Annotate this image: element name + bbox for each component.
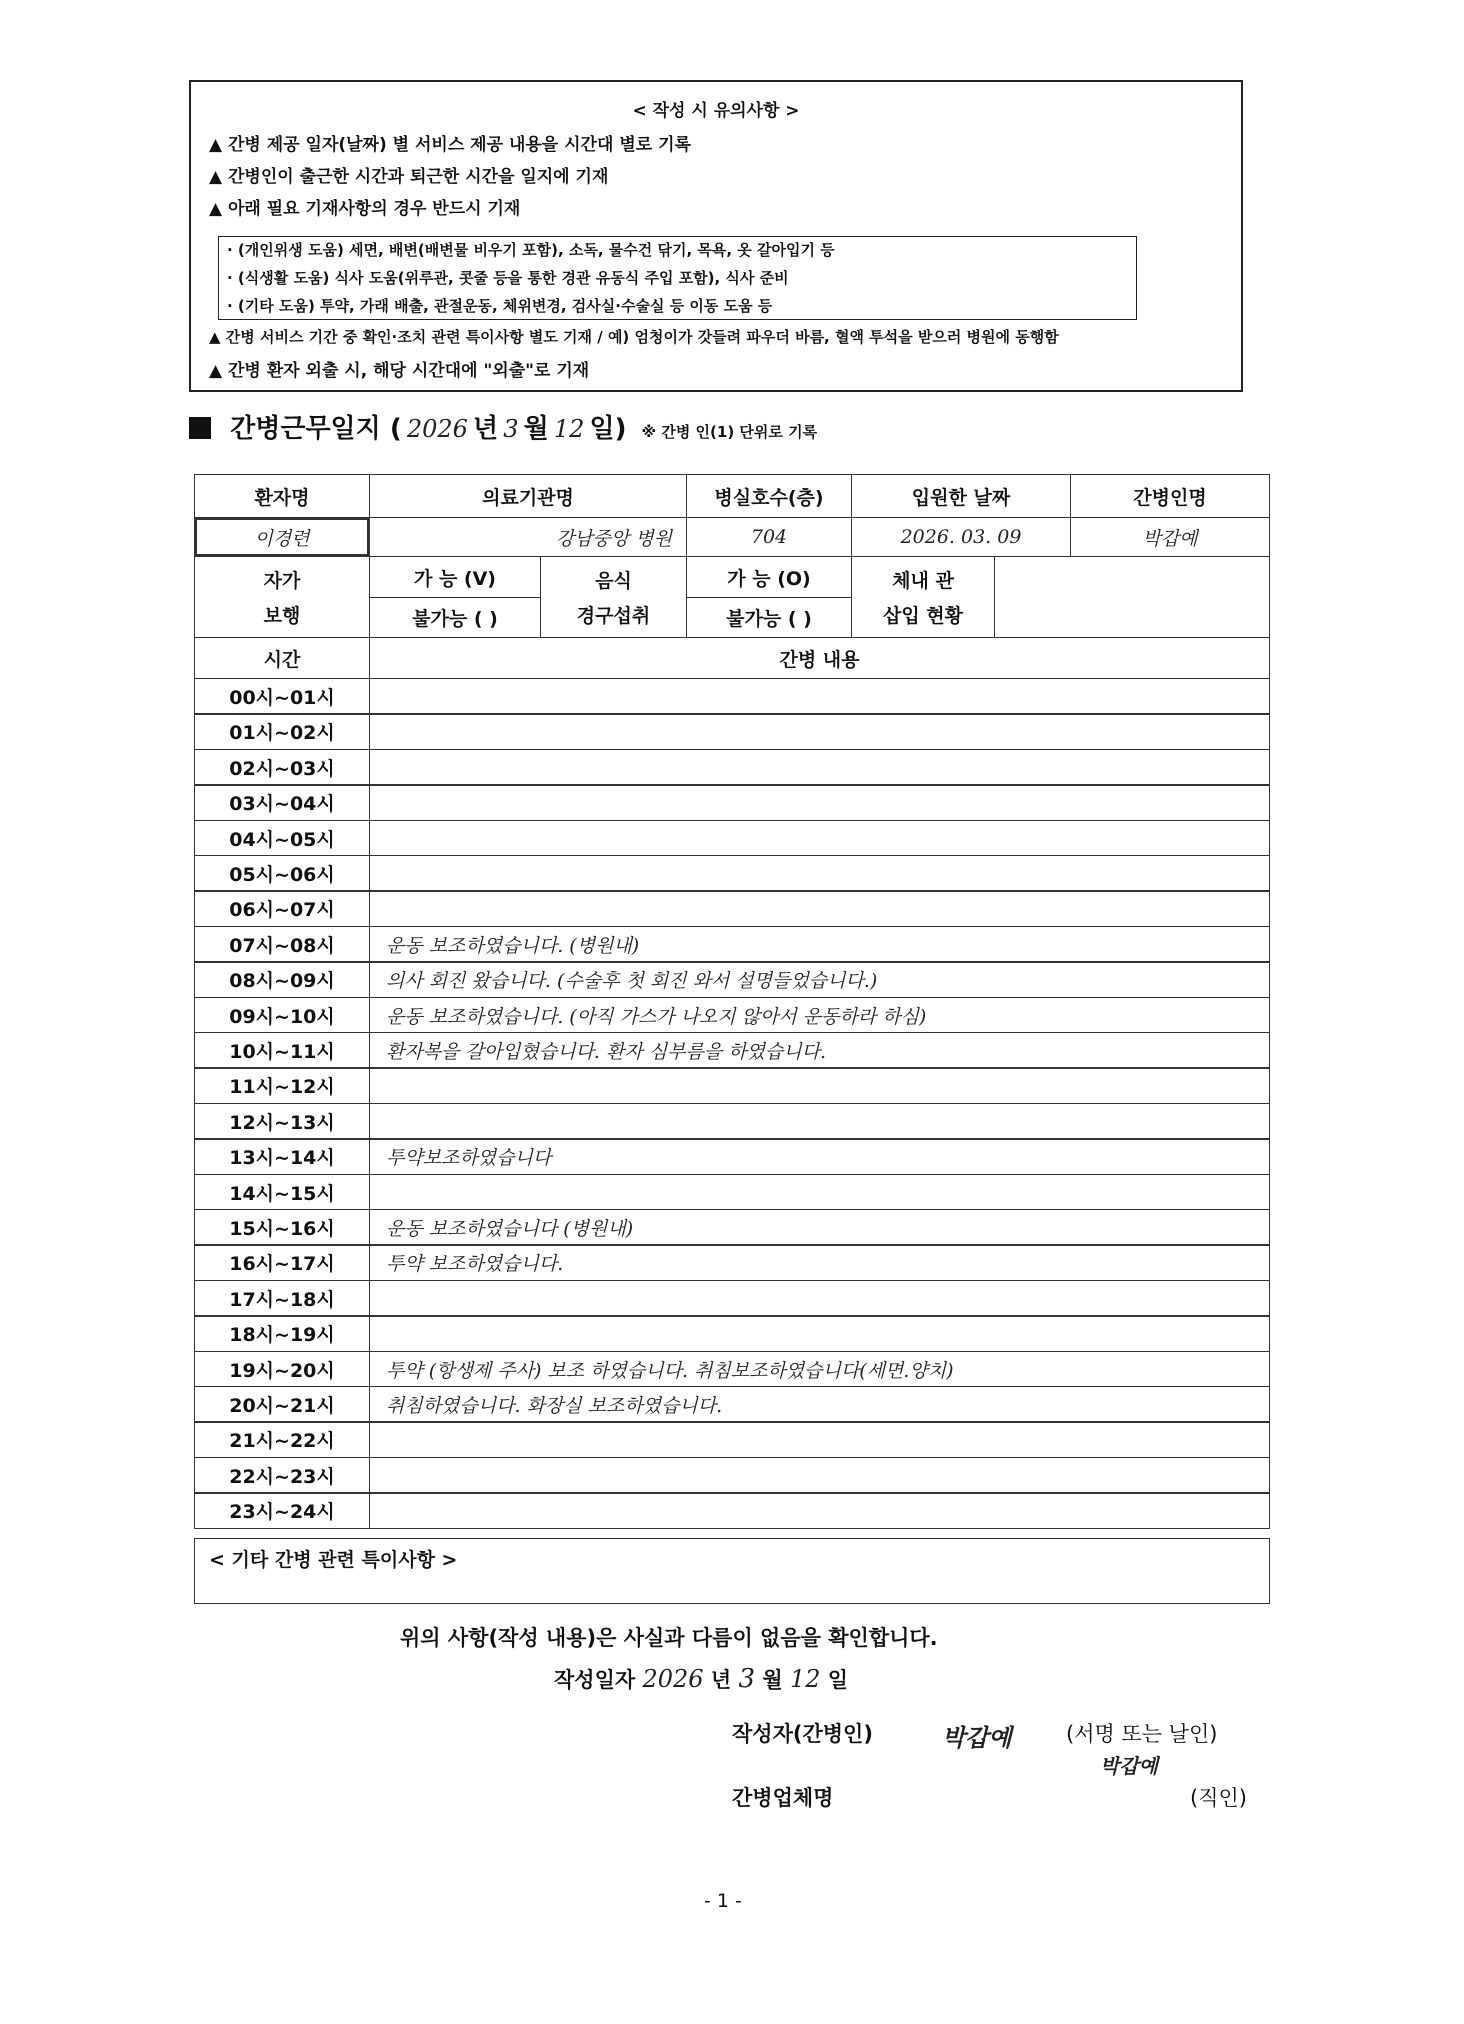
row-time: 01시~02시 — [194, 713, 370, 750]
row-time: 07시~08시 — [194, 926, 370, 963]
title-day-unit: 일) — [589, 414, 627, 444]
row-content: 운동 보조하였습니다 (병원내) — [369, 1209, 1270, 1246]
row-content: 투약 보조하였습니다. — [369, 1244, 1270, 1281]
notice-box — [189, 80, 1243, 392]
walking-label-1: 자가 — [263, 570, 301, 592]
row-time: 08시~09시 — [194, 961, 370, 998]
company-label: 간병업체명 — [732, 1786, 834, 1810]
remarks-box — [194, 1538, 1270, 1604]
row-time: 23시~24시 — [194, 1492, 370, 1529]
row-time: 16시~17시 — [194, 1244, 370, 1281]
writer-signature: 박갑예 — [942, 1723, 1012, 1752]
header-time: 시간 — [194, 637, 370, 679]
header-admission-date: 입원한 날짜 — [851, 474, 1071, 518]
food-possible: 가 능 (O) — [686, 556, 852, 598]
row-content: 운동 보조하였습니다. (아직 가스가 나오지 않아서 운동하라 하심) — [369, 997, 1270, 1034]
tube-value — [994, 556, 1270, 638]
page-number: - 1 - — [704, 1890, 742, 1912]
writer-label: 작성자(간병인) — [732, 1722, 873, 1746]
row-content: 의사 회진 왔습니다. (수술후 첫 회진 와서 설명들었습니다.) — [369, 961, 1270, 998]
row-time: 11시~12시 — [194, 1067, 370, 1104]
food-label-1: 음식 — [595, 570, 632, 592]
row-content — [369, 1103, 1270, 1140]
write-date-year: 2026 — [642, 1665, 704, 1693]
header-patient-name: 환자명 — [194, 474, 370, 518]
row-time: 09시~10시 — [194, 997, 370, 1034]
row-content — [369, 784, 1270, 821]
notice-line-2: ▲ 간병인이 출근한 시간과 퇴근한 시간을 일지에 기재 — [209, 167, 609, 187]
notice-inner-line-3: · (기타 도움) 투약, 가래 배출, 관절운동, 체위변경, 검사실·수술실 등 이동 도움 등 — [227, 297, 773, 315]
row-time: 00시~01시 — [194, 678, 370, 715]
header-content: 간병 내용 — [369, 637, 1270, 679]
row-content — [369, 1315, 1270, 1352]
title-note: ※ 간병 인(1) 단위로 기록 — [641, 423, 818, 441]
row-content — [369, 1067, 1270, 1104]
writer-seal-signature: 박갑예 — [1100, 1754, 1158, 1778]
food-label-2: 경구섭취 — [576, 605, 651, 627]
writer-sign-note: (서명 또는 날인) — [1066, 1722, 1218, 1746]
notice-inner-line-1: · (개인위생 도움) 세면, 배변(배변물 비우기 포함), 소독, 물수건 닦기, 목욕, 옷 갈아입기 등 — [227, 241, 835, 259]
title-text: 간병근무일지 ( — [230, 414, 402, 444]
tube-label-2: 삽입 현황 — [882, 605, 964, 627]
title-year-unit: 년 — [473, 414, 499, 444]
walking-possible: 가 능 (V) — [369, 556, 541, 598]
write-date-month: 3 — [738, 1664, 756, 1694]
row-time: 14시~15시 — [194, 1174, 370, 1211]
row-content — [369, 1457, 1270, 1494]
row-content — [369, 713, 1270, 750]
row-content: 운동 보조하였습니다. (병원내) — [369, 926, 1270, 963]
write-date — [554, 1664, 848, 1694]
room-value: 704 — [686, 517, 852, 557]
remarks-label: < 기타 간병 관련 특이사항 > — [209, 1549, 458, 1571]
caregiver-value: 박갑예 — [1070, 517, 1270, 557]
row-time: 02시~03시 — [194, 749, 370, 786]
notice-inner-box — [218, 236, 1137, 320]
confirm-statement: 위의 사항(작성 내용)은 사실과 다름이 없음을 확인합니다. — [400, 1626, 938, 1650]
row-content — [369, 820, 1270, 857]
notice-line-3: ▲ 아래 필요 기재사항의 경우 반드시 기재 — [209, 199, 521, 219]
title-month: 3 — [503, 415, 519, 443]
row-time: 21시~22시 — [194, 1421, 370, 1458]
write-date-day-unit: 일 — [827, 1668, 849, 1692]
walking-label-2: 보행 — [263, 605, 301, 627]
row-content: 취침하였습니다. 화장실 보조하였습니다. — [369, 1386, 1270, 1423]
row-content — [369, 678, 1270, 715]
row-content: 투약 (항생제 주사) 보조 하였습니다. 취침보조하였습니다(세면.양치) — [369, 1351, 1270, 1388]
row-time: 18시~19시 — [194, 1315, 370, 1352]
walking-impossible: 불가능 ( ) — [369, 597, 541, 638]
row-time: 05시~06시 — [194, 855, 370, 892]
food-impossible: 불가능 ( ) — [686, 597, 852, 638]
header-hospital: 의료기관명 — [369, 474, 687, 518]
company-seal-note: (직인) — [1190, 1786, 1247, 1810]
notice-line-4: ▲ 간병 서비스 기간 중 확인·조치 관련 특이사항 별도 기재 / 예) 엄청이가 갓들려 파우더 바름, 혈액 투석을 받으러 병원에 동행함 — [209, 328, 1059, 346]
tube-label — [851, 556, 995, 638]
row-content: 투약보조하였습니다 — [369, 1138, 1270, 1175]
row-time: 20시~21시 — [194, 1386, 370, 1423]
row-content — [369, 890, 1270, 927]
page-title — [189, 408, 817, 445]
tube-label-1: 체내 관 — [892, 570, 954, 592]
patient-name-value: 이경련 — [194, 517, 370, 557]
row-time: 15시~16시 — [194, 1209, 370, 1246]
write-date-label: 작성일자 — [554, 1668, 636, 1692]
title-year: 2026 — [406, 415, 468, 443]
square-bullet-icon — [189, 417, 211, 439]
row-time: 06시~07시 — [194, 890, 370, 927]
hospital-value: 강남중앙 병원 — [369, 517, 687, 557]
header-room: 병실호수(층) — [686, 474, 852, 518]
row-content — [369, 1174, 1270, 1211]
notice-line-1: ▲ 간병 제공 일자(날짜) 별 서비스 제공 내용을 시간대 별로 기록 — [209, 135, 691, 155]
row-content — [369, 855, 1270, 892]
notice-title: < 작성 시 유의사항 > — [632, 101, 800, 121]
row-time: 13시~14시 — [194, 1138, 370, 1175]
walking-label — [194, 556, 370, 638]
row-time: 10시~11시 — [194, 1032, 370, 1069]
write-date-year-unit: 년 — [710, 1668, 732, 1692]
notice-inner-line-2: · (식생활 도움) 식사 도움(위루관, 콧줄 등을 통한 경관 유동식 주입 포함), 식사 준비 — [227, 269, 789, 287]
row-time: 12시~13시 — [194, 1103, 370, 1140]
row-content: 환자복을 갈아입혔습니다. 환자 심부름을 하였습니다. — [369, 1032, 1270, 1069]
row-content — [369, 1280, 1270, 1317]
row-time: 04시~05시 — [194, 820, 370, 857]
row-time: 03시~04시 — [194, 784, 370, 821]
write-date-month-unit: 월 — [762, 1668, 783, 1692]
row-content — [369, 1492, 1270, 1529]
header-caregiver: 간병인명 — [1070, 474, 1270, 518]
admission-date-value: 2026. 03. 09 — [851, 517, 1071, 557]
title-month-unit: 월 — [523, 414, 549, 444]
row-time: 17시~18시 — [194, 1280, 370, 1317]
row-time: 19시~20시 — [194, 1351, 370, 1388]
row-content — [369, 749, 1270, 786]
row-content — [369, 1421, 1270, 1458]
food-label — [540, 556, 687, 638]
notice-line-5: ▲ 간병 환자 외출 시, 해당 시간대에 "외출"로 기재 — [209, 361, 590, 381]
write-date-day: 12 — [789, 1665, 821, 1693]
title-day: 12 — [553, 415, 585, 443]
row-time: 22시~23시 — [194, 1457, 370, 1494]
